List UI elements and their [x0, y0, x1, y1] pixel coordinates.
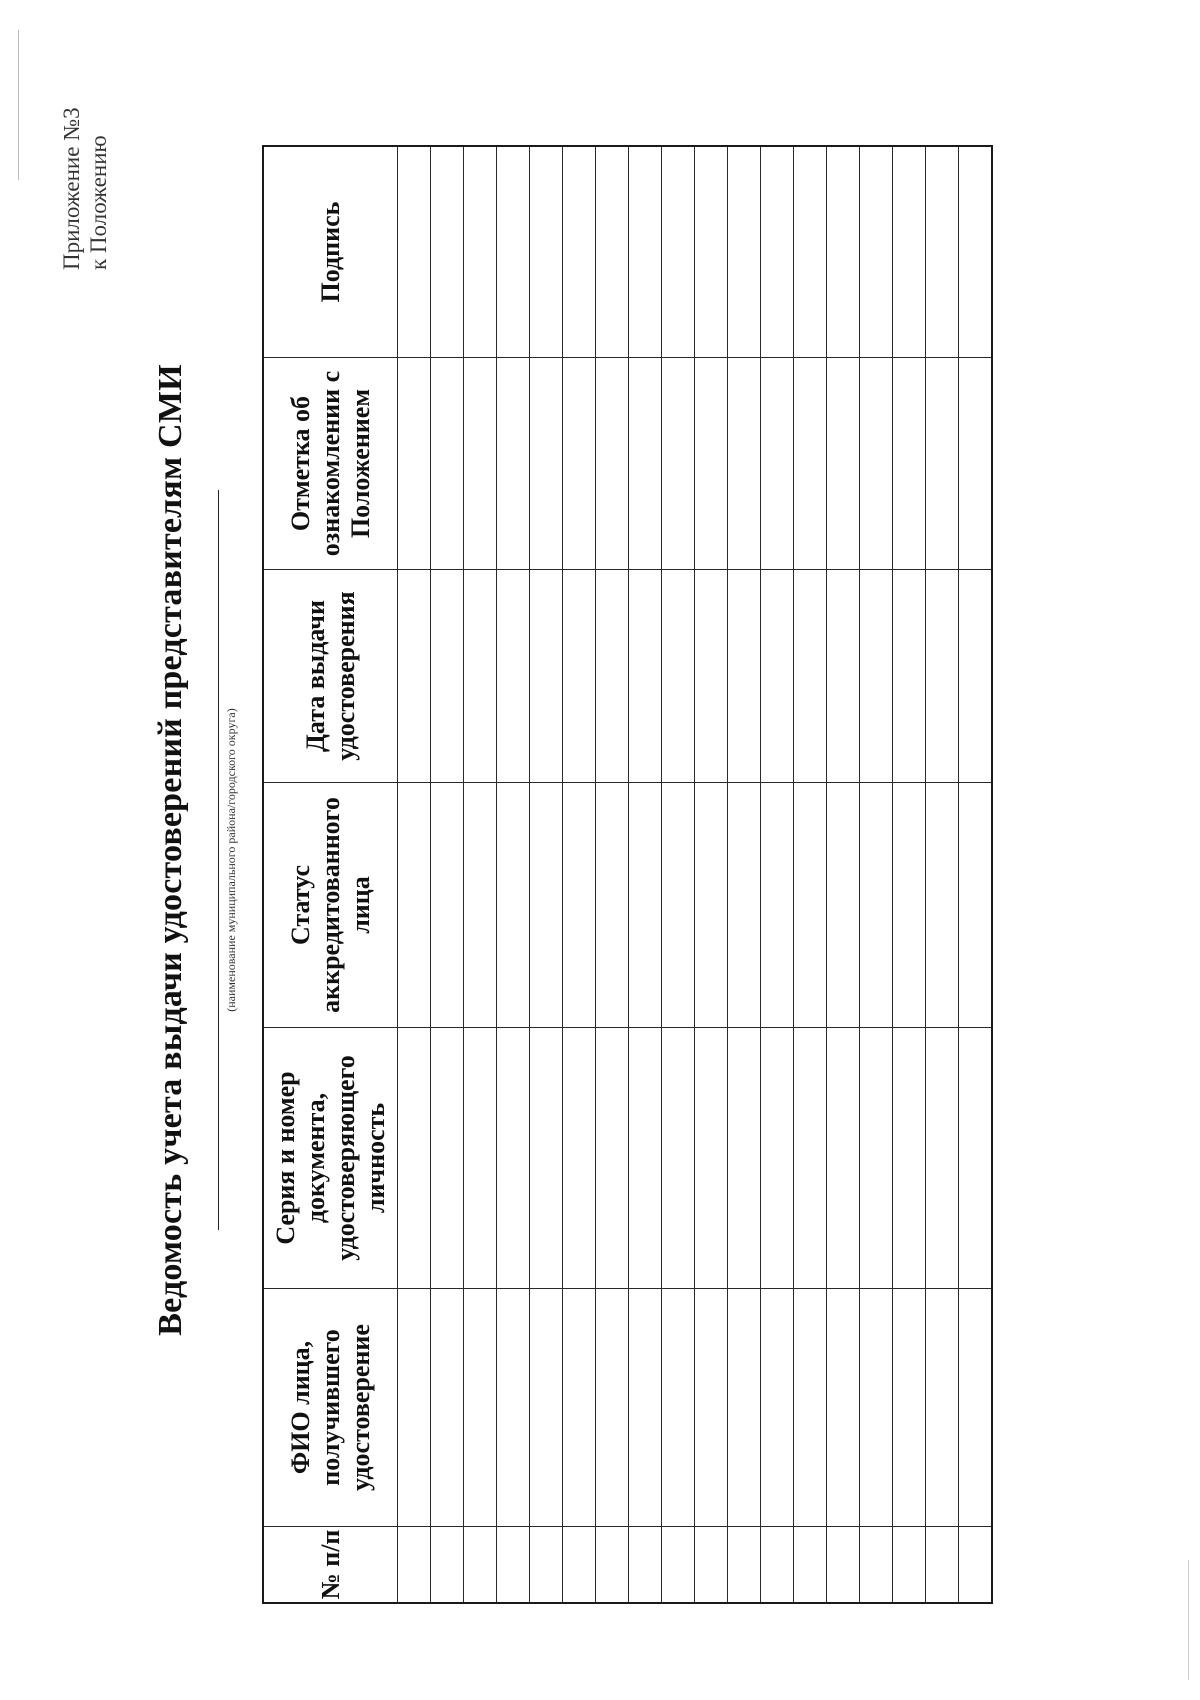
cell-id-document[interactable]: [530, 1028, 563, 1289]
cell-id-document[interactable]: [695, 1028, 728, 1289]
cell-full-name[interactable]: [761, 1289, 794, 1527]
cell-status[interactable]: [893, 783, 926, 1028]
header-status: Статус аккредитованного лица: [263, 783, 398, 1028]
cell-full-name[interactable]: [926, 1289, 959, 1527]
cell-number[interactable]: [662, 1527, 695, 1604]
cell-id-document[interactable]: [794, 1028, 827, 1289]
cell-status[interactable]: [761, 783, 794, 1028]
cell-acknowledgement[interactable]: [893, 358, 926, 570]
cell-id-document[interactable]: [893, 1028, 926, 1289]
table-row: [959, 146, 993, 1603]
cell-signature[interactable]: [563, 146, 596, 358]
cell-full-name[interactable]: [728, 1289, 761, 1527]
organization-caption: (наименование муниципального района/городского округа): [224, 708, 238, 1012]
table-row: [563, 146, 596, 1603]
cell-number[interactable]: [596, 1527, 629, 1604]
cell-issue-date[interactable]: [596, 570, 629, 783]
cell-number[interactable]: [431, 1527, 464, 1604]
cell-signature[interactable]: [464, 146, 497, 358]
cell-signature[interactable]: [431, 146, 464, 358]
cell-acknowledgement[interactable]: [794, 358, 827, 570]
cell-full-name[interactable]: [464, 1289, 497, 1527]
cell-number[interactable]: [893, 1527, 926, 1604]
cell-number[interactable]: [464, 1527, 497, 1604]
cell-status[interactable]: [926, 783, 959, 1028]
cell-number[interactable]: [695, 1527, 728, 1604]
cell-number[interactable]: [398, 1527, 431, 1604]
appendix-line-1: Приложение №3: [59, 107, 84, 270]
cell-acknowledgement[interactable]: [926, 358, 959, 570]
table-row: [827, 146, 860, 1603]
cell-signature[interactable]: [530, 146, 563, 358]
ledger-table: [262, 145, 993, 1604]
cell-status[interactable]: [530, 783, 563, 1028]
cell-acknowledgement[interactable]: [761, 358, 794, 570]
table-row: [926, 146, 959, 1603]
table-row: [893, 146, 926, 1603]
cell-signature[interactable]: [662, 146, 695, 358]
cell-acknowledgement[interactable]: [596, 358, 629, 570]
cell-status[interactable]: [695, 783, 728, 1028]
table-row: [629, 146, 662, 1603]
cell-signature[interactable]: [926, 146, 959, 358]
cell-issue-date[interactable]: [563, 570, 596, 783]
header-signature: Подпись: [263, 146, 398, 358]
cell-full-name[interactable]: [629, 1289, 662, 1527]
cell-acknowledgement[interactable]: [530, 358, 563, 570]
cell-id-document[interactable]: [629, 1028, 662, 1289]
table-row: [596, 146, 629, 1603]
cell-status[interactable]: [497, 783, 530, 1028]
table-header-row: [263, 146, 398, 1603]
cell-number[interactable]: [728, 1527, 761, 1604]
cell-issue-date[interactable]: [860, 570, 893, 783]
cell-issue-date[interactable]: [827, 570, 860, 783]
cell-signature[interactable]: [794, 146, 827, 358]
table-row: [728, 146, 761, 1603]
header-issue-date: Дата выдачи удостоверения: [263, 570, 398, 783]
cell-status[interactable]: [629, 783, 662, 1028]
cell-status[interactable]: [959, 783, 993, 1028]
cell-signature[interactable]: [728, 146, 761, 358]
cell-full-name[interactable]: [860, 1289, 893, 1527]
cell-number[interactable]: [497, 1527, 530, 1604]
cell-issue-date[interactable]: [530, 570, 563, 783]
cell-number[interactable]: [629, 1527, 662, 1604]
table-row: [431, 146, 464, 1603]
margin-rule: [18, 30, 19, 180]
appendix-note: [58, 30, 112, 270]
cell-full-name[interactable]: [695, 1289, 728, 1527]
cell-status[interactable]: [596, 783, 629, 1028]
cell-number[interactable]: [926, 1527, 959, 1604]
table-row: [860, 146, 893, 1603]
cell-status[interactable]: [860, 783, 893, 1028]
cell-signature[interactable]: [761, 146, 794, 358]
table-row: [497, 146, 530, 1603]
cell-acknowledgement[interactable]: [959, 358, 993, 570]
organization-name-line: [218, 490, 219, 1230]
cell-acknowledgement[interactable]: [431, 358, 464, 570]
cell-issue-date[interactable]: [893, 570, 926, 783]
cell-full-name[interactable]: [563, 1289, 596, 1527]
cell-full-name[interactable]: [959, 1289, 993, 1527]
cell-acknowledgement[interactable]: [464, 358, 497, 570]
cell-status[interactable]: [827, 783, 860, 1028]
cell-full-name[interactable]: [497, 1289, 530, 1527]
cell-signature[interactable]: [596, 146, 629, 358]
cell-number[interactable]: [860, 1527, 893, 1604]
appendix-line-2: к Положению: [86, 135, 111, 270]
cell-full-name[interactable]: [893, 1289, 926, 1527]
cell-status[interactable]: [728, 783, 761, 1028]
cell-issue-date[interactable]: [662, 570, 695, 783]
cell-number[interactable]: [761, 1527, 794, 1604]
cell-issue-date[interactable]: [629, 570, 662, 783]
cell-acknowledgement[interactable]: [728, 358, 761, 570]
cell-id-document[interactable]: [860, 1028, 893, 1289]
table-row: [662, 146, 695, 1603]
cell-acknowledgement[interactable]: [497, 358, 530, 570]
table-row: [464, 146, 497, 1603]
cell-number[interactable]: [563, 1527, 596, 1604]
cell-full-name[interactable]: [662, 1289, 695, 1527]
cell-id-document[interactable]: [563, 1028, 596, 1289]
cell-id-document[interactable]: [431, 1028, 464, 1289]
cell-id-document[interactable]: [959, 1028, 993, 1289]
cell-full-name[interactable]: [530, 1289, 563, 1527]
cell-full-name[interactable]: [596, 1289, 629, 1527]
cell-id-document[interactable]: [464, 1028, 497, 1289]
cell-full-name[interactable]: [398, 1289, 431, 1527]
cell-issue-date[interactable]: [728, 570, 761, 783]
cell-issue-date[interactable]: [398, 570, 431, 783]
cell-number[interactable]: [827, 1527, 860, 1604]
cell-acknowledgement[interactable]: [662, 358, 695, 570]
cell-status[interactable]: [431, 783, 464, 1028]
cell-signature[interactable]: [827, 146, 860, 358]
cell-signature[interactable]: [398, 146, 431, 358]
cell-acknowledgement[interactable]: [629, 358, 662, 570]
cell-acknowledgement[interactable]: [563, 358, 596, 570]
cell-signature[interactable]: [860, 146, 893, 358]
cell-issue-date[interactable]: [959, 570, 993, 783]
table-row: [761, 146, 794, 1603]
cell-acknowledgement[interactable]: [860, 358, 893, 570]
header-acknowledgement: Отметка об ознакомлении с Положением: [263, 358, 398, 570]
cell-issue-date[interactable]: [497, 570, 530, 783]
cell-id-document[interactable]: [662, 1028, 695, 1289]
header-id-document: Серия и номер документа, удостоверяющего личность: [263, 1028, 398, 1289]
cell-id-document[interactable]: [497, 1028, 530, 1289]
cell-signature[interactable]: [497, 146, 530, 358]
table-row: [695, 146, 728, 1603]
cell-status[interactable]: [662, 783, 695, 1028]
cell-status[interactable]: [563, 783, 596, 1028]
cell-issue-date[interactable]: [695, 570, 728, 783]
page-title: Ведомость учета выдачи удостоверений представителям СМИ: [152, 364, 189, 1336]
cell-id-document[interactable]: [926, 1028, 959, 1289]
margin-rule: [1188, 1560, 1189, 1680]
cell-acknowledgement[interactable]: [398, 358, 431, 570]
cell-signature[interactable]: [893, 146, 926, 358]
table-row: [398, 146, 431, 1603]
cell-acknowledgement[interactable]: [827, 358, 860, 570]
cell-id-document[interactable]: [827, 1028, 860, 1289]
cell-acknowledgement[interactable]: [695, 358, 728, 570]
cell-signature[interactable]: [629, 146, 662, 358]
table-row: [530, 146, 563, 1603]
cell-signature[interactable]: [695, 146, 728, 358]
cell-status[interactable]: [464, 783, 497, 1028]
cell-full-name[interactable]: [794, 1289, 827, 1527]
header-full-name: ФИО лица, получившего удостоверение: [263, 1289, 398, 1527]
cell-issue-date[interactable]: [761, 570, 794, 783]
header-number: № п/п: [263, 1527, 398, 1604]
table-row: [794, 146, 827, 1603]
cell-issue-date[interactable]: [464, 570, 497, 783]
cell-issue-date[interactable]: [926, 570, 959, 783]
cell-id-document[interactable]: [728, 1028, 761, 1289]
cell-issue-date[interactable]: [431, 570, 464, 783]
cell-full-name[interactable]: [827, 1289, 860, 1527]
cell-issue-date[interactable]: [794, 570, 827, 783]
cell-id-document[interactable]: [398, 1028, 431, 1289]
cell-id-document[interactable]: [596, 1028, 629, 1289]
cell-number[interactable]: [794, 1527, 827, 1604]
cell-id-document[interactable]: [761, 1028, 794, 1289]
table-body: [398, 146, 993, 1603]
cell-status[interactable]: [398, 783, 431, 1028]
cell-number[interactable]: [530, 1527, 563, 1604]
cell-full-name[interactable]: [431, 1289, 464, 1527]
cell-status[interactable]: [794, 783, 827, 1028]
cell-number[interactable]: [959, 1527, 993, 1604]
cell-signature[interactable]: [959, 146, 993, 358]
